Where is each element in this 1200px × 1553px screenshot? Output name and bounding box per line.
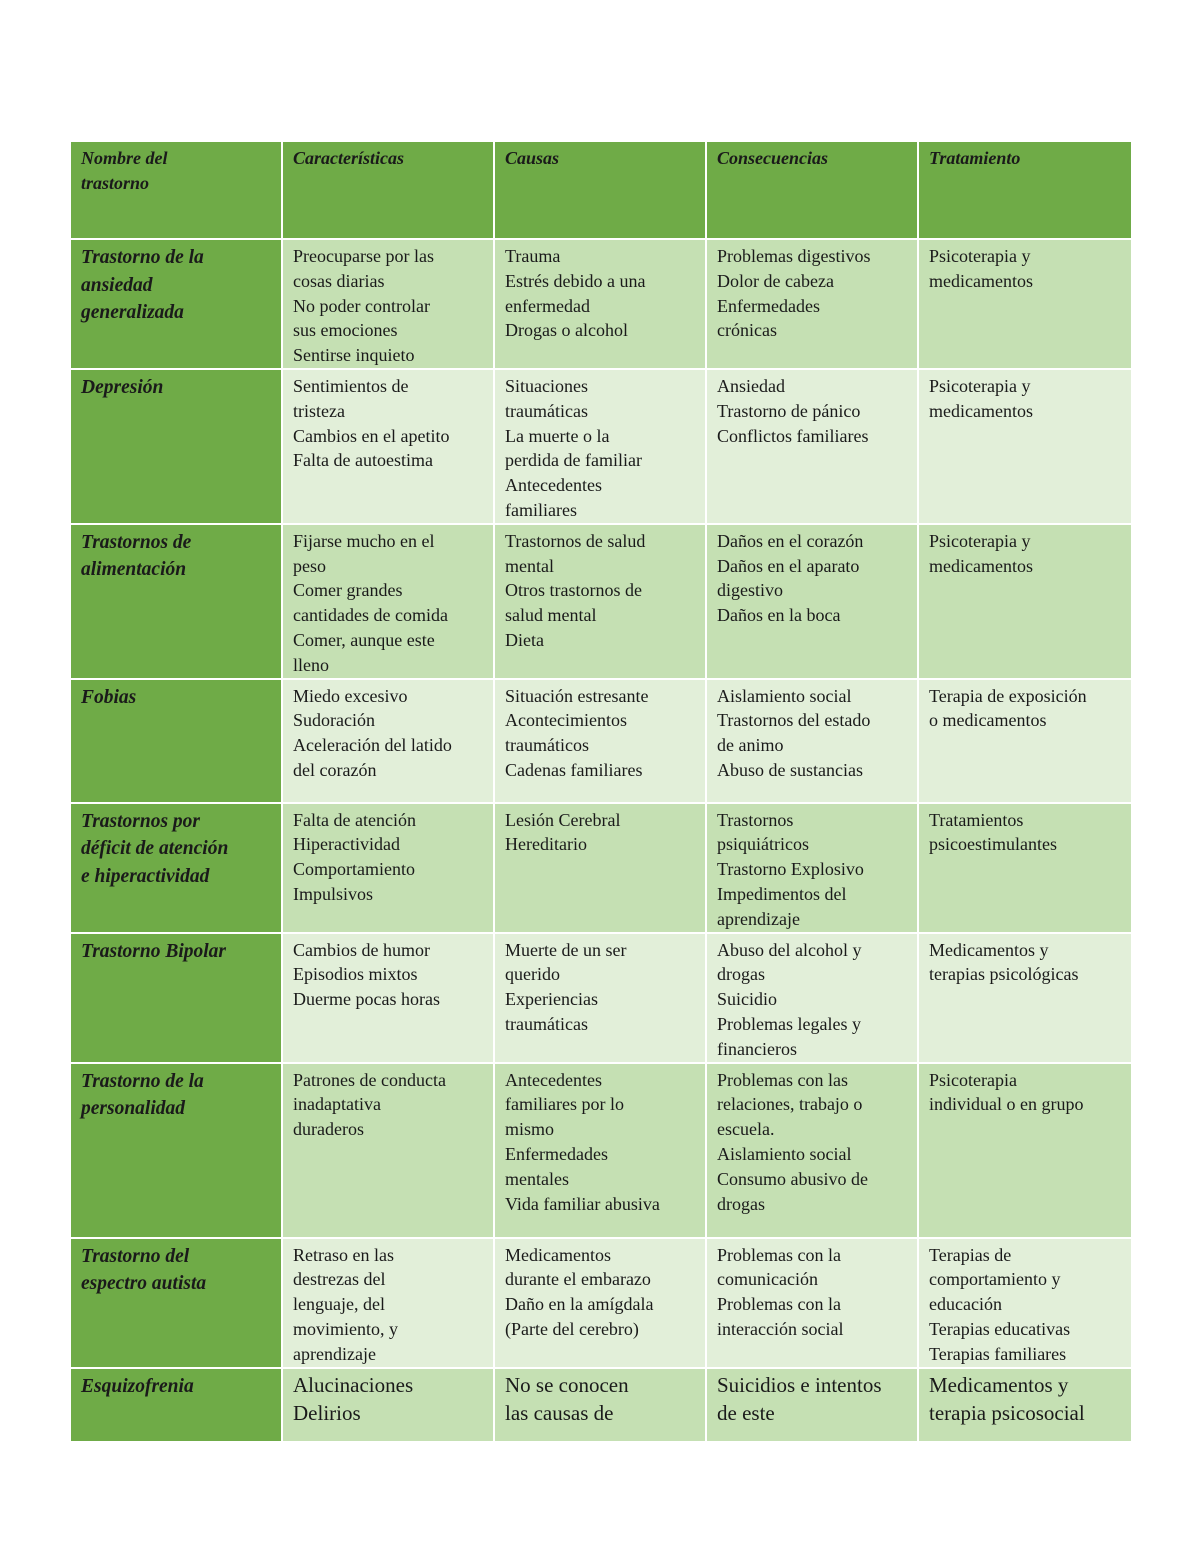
cell-line: Alucinaciones: [293, 1372, 414, 1397]
cell-line: las causas de: [505, 1400, 614, 1425]
disorder-name-cell: [70, 1238, 282, 1368]
cell-line: tristeza: [293, 400, 345, 421]
table-row: [70, 369, 1132, 524]
caracteristicas-cell: [282, 933, 494, 1063]
cell-line: Psicoterapia y: [929, 375, 1031, 396]
caracteristicas-cell: [282, 803, 494, 933]
cell-line: cosas diarias: [293, 270, 385, 291]
cell-line: perdida de familiar: [505, 450, 642, 471]
cell-line: inadaptativa: [293, 1094, 381, 1115]
cell-line: Tratamientos: [929, 809, 1024, 830]
consecuencias-cell: [706, 1238, 918, 1368]
table-row: [70, 524, 1132, 679]
cell-line: medicamentos: [929, 270, 1033, 291]
table-row: [70, 1063, 1132, 1238]
cell-line: durante el embarazo: [505, 1269, 651, 1290]
cell-line: cantidades de comida: [293, 605, 448, 626]
consecuencias-cell: [706, 239, 918, 369]
cell-line: Trastorno de la: [81, 247, 204, 268]
cell-line: Comer grandes: [293, 580, 403, 601]
cell-line: traumáticas: [505, 1013, 588, 1034]
cell-line: Patrones de conducta: [293, 1069, 446, 1090]
cell-line: Depresión: [81, 376, 164, 398]
cell-line: Medicamentos y: [929, 1372, 1069, 1397]
cell-line: Antecedentes: [505, 1069, 602, 1090]
cell-line: déficit de atención: [81, 838, 229, 860]
disorders-table: [69, 140, 1133, 1443]
cell-line: financieros: [717, 1038, 797, 1059]
cell-line: Fobias: [81, 686, 137, 708]
cell-line: Trastorno Explosivo: [717, 859, 864, 880]
tratamiento-cell: [918, 239, 1132, 369]
cell-line: Impulsivos: [293, 883, 374, 904]
cell-line: relaciones, trabajo o: [717, 1094, 863, 1115]
cell-line: Trastorno de pánico: [717, 400, 861, 421]
cell-line: individual o en grupo: [929, 1094, 1084, 1115]
caracteristicas-cell: [282, 369, 494, 524]
cell-line: Muerte de un ser: [505, 939, 627, 960]
caracteristicas-cell: [282, 1063, 494, 1238]
cell-line: Problemas con la: [717, 1294, 841, 1315]
consecuencias-cell: [706, 1063, 918, 1238]
cell-line: Falta de autoestima: [293, 450, 433, 471]
tratamiento-cell: [918, 1063, 1132, 1238]
cell-line: interacción social: [717, 1318, 844, 1339]
cell-line: terapias psicológicas: [929, 964, 1079, 985]
disorder-name-cell: [70, 369, 282, 524]
cell-line: Suicidio: [717, 989, 778, 1010]
cell-line: Consumo abusivo de: [717, 1168, 868, 1189]
disorder-name-cell: [70, 239, 282, 369]
tratamiento-cell: [918, 1368, 1132, 1442]
header-tratamiento: [918, 141, 1132, 239]
tratamiento-cell: [918, 524, 1132, 679]
cell-line: No se conocen: [505, 1372, 629, 1397]
consecuencias-cell: [706, 679, 918, 803]
consecuencias-cell: [706, 803, 918, 933]
cell-line: ansiedad: [81, 274, 153, 296]
cell-line: Hereditario: [505, 834, 587, 855]
cell-line: aprendizaje: [717, 908, 800, 929]
cell-line: movimiento, y: [293, 1318, 398, 1339]
header-caracteristicas: [282, 141, 494, 239]
consecuencias-cell: [706, 1368, 918, 1442]
cell-line: Consecuencias: [717, 148, 829, 168]
causas-cell: [494, 679, 706, 803]
cell-line: familiares: [505, 499, 577, 520]
disorders-table-container: [69, 140, 1131, 1443]
cell-line: Abuso de sustancias: [717, 759, 863, 780]
cell-line: e hiperactividad: [81, 865, 210, 887]
cell-line: Aislamiento social: [717, 685, 852, 706]
cell-line: Miedo excesivo: [293, 685, 408, 706]
cell-line: aprendizaje: [293, 1343, 376, 1364]
table-row: [70, 679, 1132, 803]
disorder-name-cell: [70, 524, 282, 679]
cell-line: Preocuparse por las: [293, 246, 434, 266]
cell-line: enfermedad: [505, 295, 590, 316]
cell-line: Vida familiar abusiva: [505, 1193, 660, 1214]
cell-line: drogas: [717, 1193, 765, 1214]
cell-line: Trastornos del estado: [717, 710, 871, 731]
cell-line: Drogas o alcohol: [505, 320, 628, 341]
cell-line: Terapias familiares: [929, 1343, 1067, 1364]
cell-line: Situaciones: [505, 375, 588, 396]
causas-cell: [494, 1063, 706, 1238]
cell-line: Nombre del: [81, 148, 168, 168]
tratamiento-cell: [918, 1238, 1132, 1368]
cell-line: Aislamiento social: [717, 1143, 852, 1164]
cell-line: Daños en el aparato: [717, 555, 860, 576]
caracteristicas-cell: [282, 1368, 494, 1442]
cell-line: Trastornos: [717, 809, 794, 830]
tratamiento-cell: [918, 679, 1132, 803]
cell-line: generalizada: [81, 302, 184, 323]
cell-line: Sudoración: [293, 710, 375, 731]
cell-line: Episodios mixtos: [293, 964, 418, 985]
cell-line: Delirios: [293, 1400, 361, 1425]
cell-line: Cambios en el apetito: [293, 425, 450, 446]
cell-line: Esquizofrenia: [81, 1375, 194, 1397]
cell-line: Trastorno de la: [81, 1070, 204, 1092]
cell-line: duraderos: [293, 1119, 364, 1140]
cell-line: Enfermedades: [505, 1143, 608, 1164]
cell-line: Problemas digestivos: [717, 246, 871, 266]
table-row: [70, 239, 1132, 369]
cell-line: Situación estresante: [505, 685, 649, 706]
cell-line: del corazón: [293, 759, 377, 780]
cell-line: Tratamiento: [929, 148, 1021, 168]
table-row: [70, 933, 1132, 1063]
cell-line: Dolor de cabeza: [717, 270, 834, 291]
cell-line: mismo: [505, 1119, 555, 1140]
cell-line: salud mental: [505, 605, 597, 626]
cell-line: Psicoterapia: [929, 1069, 1017, 1090]
header-nombre: [70, 141, 282, 239]
cell-line: trastorno: [81, 172, 150, 193]
cell-line: Medicamentos y: [929, 939, 1049, 960]
cell-line: Trastornos por: [81, 810, 201, 832]
cell-line: Terapia de exposición: [929, 685, 1087, 706]
cell-line: Problemas legales y: [717, 1013, 861, 1034]
cell-line: Retraso en las: [293, 1244, 394, 1265]
caracteristicas-cell: [282, 239, 494, 369]
caracteristicas-cell: [282, 524, 494, 679]
cell-line: de animo: [717, 735, 784, 756]
table-row: [70, 1238, 1132, 1368]
cell-line: Sentirse inquieto: [293, 345, 415, 366]
causas-cell: [494, 524, 706, 679]
disorder-name-cell: [70, 803, 282, 933]
caracteristicas-cell: [282, 679, 494, 803]
cell-line: Cadenas familiares: [505, 759, 643, 780]
cell-line: Comer, aunque este: [293, 629, 435, 650]
cell-line: Dieta: [505, 629, 544, 650]
tratamiento-cell: [918, 369, 1132, 524]
cell-line: Medicamentos: [505, 1244, 611, 1265]
cell-line: de este: [717, 1400, 775, 1425]
disorder-name-cell: [70, 933, 282, 1063]
cell-line: Daño en la amígdala: [505, 1294, 654, 1315]
cell-line: Trastorno del: [81, 1245, 190, 1267]
cell-line: personalidad: [81, 1098, 186, 1120]
cell-line: Daños en la boca: [717, 605, 841, 626]
cell-line: Ansiedad: [717, 375, 785, 396]
causas-cell: [494, 239, 706, 369]
causas-cell: [494, 803, 706, 933]
cell-line: Hiperactividad: [293, 834, 400, 855]
table-row: [70, 803, 1132, 933]
consecuencias-cell: [706, 369, 918, 524]
cell-line: Conflictos familiares: [717, 425, 869, 446]
tratamiento-cell: [918, 933, 1132, 1063]
cell-line: digestivo: [717, 580, 783, 601]
consecuencias-cell: [706, 933, 918, 1063]
causas-cell: [494, 1238, 706, 1368]
table-row: [70, 1368, 1132, 1442]
cell-line: Trastornos de: [81, 531, 192, 553]
disorder-name-cell: [70, 1063, 282, 1238]
cell-line: drogas: [717, 964, 765, 985]
causas-cell: [494, 933, 706, 1063]
cell-line: lenguaje, del: [293, 1294, 385, 1315]
cell-line: Suicidios e intentos: [717, 1372, 882, 1397]
cell-line: Psicoterapia y: [929, 246, 1031, 266]
header-causas: [494, 141, 706, 239]
cell-line: Trastornos de salud: [505, 530, 646, 551]
cell-line: espectro autista: [81, 1273, 207, 1295]
cell-line: crónicas: [717, 320, 777, 341]
cell-line: Trastorno Bipolar: [81, 940, 227, 962]
cell-line: psiquiátricos: [717, 834, 809, 855]
cell-line: Impedimentos del: [717, 883, 847, 904]
cell-line: Problemas con la: [717, 1244, 841, 1265]
cell-line: Trauma: [505, 246, 561, 266]
cell-line: peso: [293, 555, 326, 576]
cell-line: Falta de atención: [293, 809, 416, 830]
cell-line: Fijarse mucho en el: [293, 530, 435, 551]
cell-line: comunicación: [717, 1269, 818, 1290]
cell-line: Aceleración del latido: [293, 735, 452, 756]
cell-line: Abuso del alcohol y: [717, 939, 862, 960]
cell-line: o medicamentos: [929, 710, 1047, 731]
cell-line: mental: [505, 555, 554, 576]
cell-line: Comportamiento: [293, 859, 415, 880]
cell-line: educación: [929, 1294, 1002, 1315]
cell-line: Antecedentes: [505, 475, 602, 496]
cell-line: Características: [293, 148, 404, 168]
cell-line: destrezas del: [293, 1269, 386, 1290]
cell-line: psicoestimulantes: [929, 834, 1057, 855]
cell-line: sus emociones: [293, 320, 398, 341]
cell-line: Problemas con las: [717, 1069, 848, 1090]
cell-line: (Parte del cerebro): [505, 1318, 639, 1339]
tratamiento-cell: [918, 803, 1132, 933]
cell-line: escuela.: [717, 1119, 775, 1140]
cell-line: Terapias educativas: [929, 1318, 1071, 1339]
cell-line: Otros trastornos de: [505, 580, 642, 601]
cell-line: querido: [505, 964, 560, 985]
cell-line: terapia psicosocial: [929, 1400, 1085, 1425]
cell-line: familiares por lo: [505, 1094, 624, 1115]
cell-line: Sentimientos de: [293, 375, 409, 396]
cell-line: Experiencias: [505, 989, 598, 1010]
cell-line: mentales: [505, 1168, 569, 1189]
causas-cell: [494, 1368, 706, 1442]
cell-line: Daños en el corazón: [717, 530, 864, 551]
cell-line: medicamentos: [929, 555, 1033, 576]
cell-line: Causas: [505, 148, 560, 168]
cell-line: Estrés debido a una: [505, 270, 646, 291]
cell-line: No poder controlar: [293, 295, 430, 316]
cell-line: lleno: [293, 654, 329, 675]
cell-line: comportamiento y: [929, 1269, 1061, 1290]
cell-line: Lesión Cerebral: [505, 809, 621, 830]
cell-line: La muerte o la: [505, 425, 610, 446]
header-consecuencias: [706, 141, 918, 239]
caracteristicas-cell: [282, 1238, 494, 1368]
causas-cell: [494, 369, 706, 524]
cell-line: Psicoterapia y: [929, 530, 1031, 551]
cell-line: traumáticos: [505, 735, 589, 756]
disorder-name-cell: [70, 679, 282, 803]
header-row: [70, 141, 1132, 239]
cell-line: Enfermedades: [717, 295, 820, 316]
cell-line: alimentación: [81, 559, 187, 581]
disorder-name-cell: [70, 1368, 282, 1442]
consecuencias-cell: [706, 524, 918, 679]
cell-line: Cambios de humor: [293, 939, 430, 960]
cell-line: traumáticas: [505, 400, 588, 421]
cell-line: Acontecimientos: [505, 710, 627, 731]
cell-line: medicamentos: [929, 400, 1033, 421]
cell-line: Duerme pocas horas: [293, 989, 440, 1010]
cell-line: Terapias de: [929, 1244, 1012, 1265]
